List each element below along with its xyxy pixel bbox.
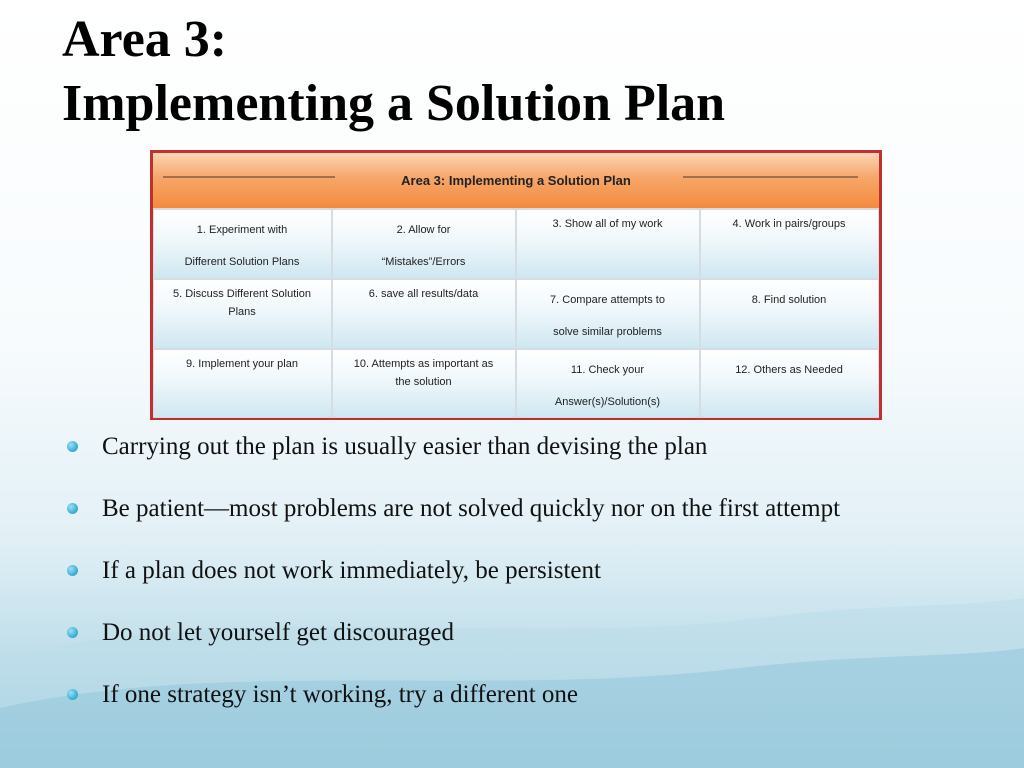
bullet-text: If one strategy isn’t working, try a different one: [102, 681, 579, 708]
header-arrow-left-icon: [163, 175, 335, 179]
bullet-dot-icon: [67, 689, 78, 700]
bullet-text: Be patient—most problems are not solved quickly nor on the first attempt: [102, 495, 841, 522]
table-cell: 4. Work in pairs/groups: [700, 209, 879, 279]
bullet-item: [62, 678, 962, 712]
table-cell: 7. Compare attempts to solve similar problems: [516, 279, 700, 349]
table-cell: 3. Show all of my work: [516, 209, 700, 279]
bullet-dot-icon: [67, 565, 78, 576]
table-header-title: Area 3: Implementing a Solution Plan: [401, 173, 631, 188]
bullet-text: Do not let yourself get discouraged: [102, 619, 454, 646]
table-grid: [153, 209, 879, 418]
bullet-dot-icon: [67, 503, 78, 514]
bullet-dot-icon: [67, 627, 78, 638]
table-cell: 12. Others as Needed: [700, 349, 879, 418]
header-arrow-right-icon: [683, 175, 858, 179]
bullet-list: [62, 430, 962, 712]
bullet-item: [62, 616, 962, 650]
table-cell: 1. Experiment with Different Solution Plans: [153, 209, 332, 279]
table-header: [153, 153, 879, 209]
bullet-item: [62, 430, 962, 464]
bullet-text: Carrying out the plan is usually easier than devising the plan: [102, 433, 708, 460]
title-line-2: Implementing a Solution Plan: [62, 75, 726, 132]
bullet-text: If a plan does not work immediately, be persistent: [102, 557, 601, 584]
bullet-dot-icon: [67, 441, 78, 452]
table-cell: 5. Discuss Different Solution Plans: [153, 279, 332, 349]
table-cell: 6. save all results/data: [332, 279, 516, 349]
slide-title: [62, 8, 725, 136]
table-cell: 8. Find solution: [700, 279, 879, 349]
title-line-1: Area 3:: [62, 11, 228, 68]
table-cell: 11. Check your Answer(s)/Solution(s): [516, 349, 700, 418]
bullet-item: [62, 554, 962, 588]
bullet-item: [62, 492, 962, 526]
table-cell: 10. Attempts as important as the solution: [332, 349, 516, 418]
table-cell: 9. Implement your plan: [153, 349, 332, 418]
solution-plan-table: [150, 150, 882, 420]
table-cell: 2. Allow for “Mistakes”/Errors: [332, 209, 516, 279]
